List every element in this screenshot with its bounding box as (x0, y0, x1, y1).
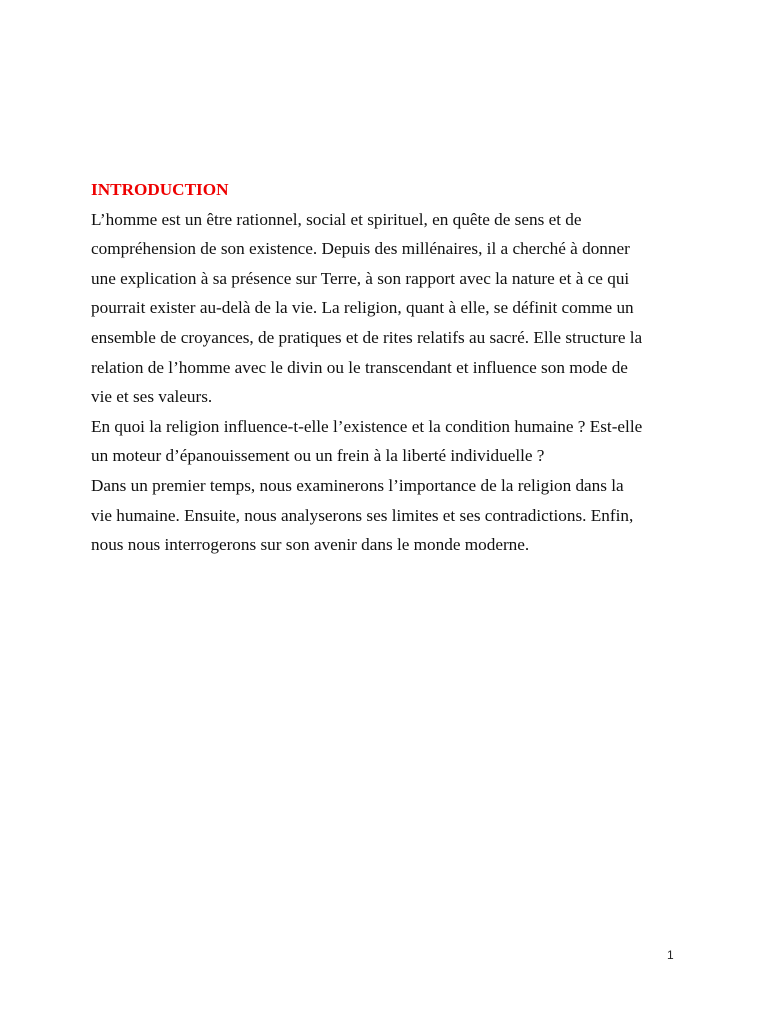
text-line: un moteur d’épanouissement ou un frein à la liberté individuelle ? (91, 446, 545, 466)
page-number: 1 (667, 948, 674, 962)
text-line: vie et ses valeurs. (91, 387, 213, 407)
text-line: ensemble de croyances, de pratiques et de rites relatifs au sacré. Elle structure la (91, 327, 643, 347)
text-line: En quoi la religion influence-t-elle l’existence et la condition humaine ? Est-elle (91, 416, 643, 436)
section-heading: INTRODUCTION (91, 180, 229, 199)
text-line: vie humaine. Ensuite, nous analyserons ses limites et ses contradictions. Enfin, (91, 505, 634, 525)
introduction-section (91, 175, 691, 560)
paragraph-context (91, 205, 691, 412)
text-line: compréhension de son existence. Depuis des millénaires, il a cherché à donner (91, 239, 630, 259)
text-line: relation de l’homme avec le divin ou le transcendant et influence son mode de (91, 357, 628, 377)
text-line: L’homme est un être rationnel, social et spirituel, en quête de sens et de (91, 209, 582, 229)
paragraph-plan (91, 471, 691, 560)
paragraph-problem-statement (91, 412, 691, 471)
text-line: pourrait exister au-delà de la vie. La religion, quant à elle, se définit comme un (91, 298, 634, 318)
text-line: nous nous interrogerons sur son avenir dans le monde moderne. (91, 535, 530, 555)
text-line: une explication à sa présence sur Terre, à son rapport avec la nature et à ce qui (91, 268, 630, 288)
text-line: Dans un premier temps, nous examinerons l’importance de la religion dans la (91, 475, 624, 495)
